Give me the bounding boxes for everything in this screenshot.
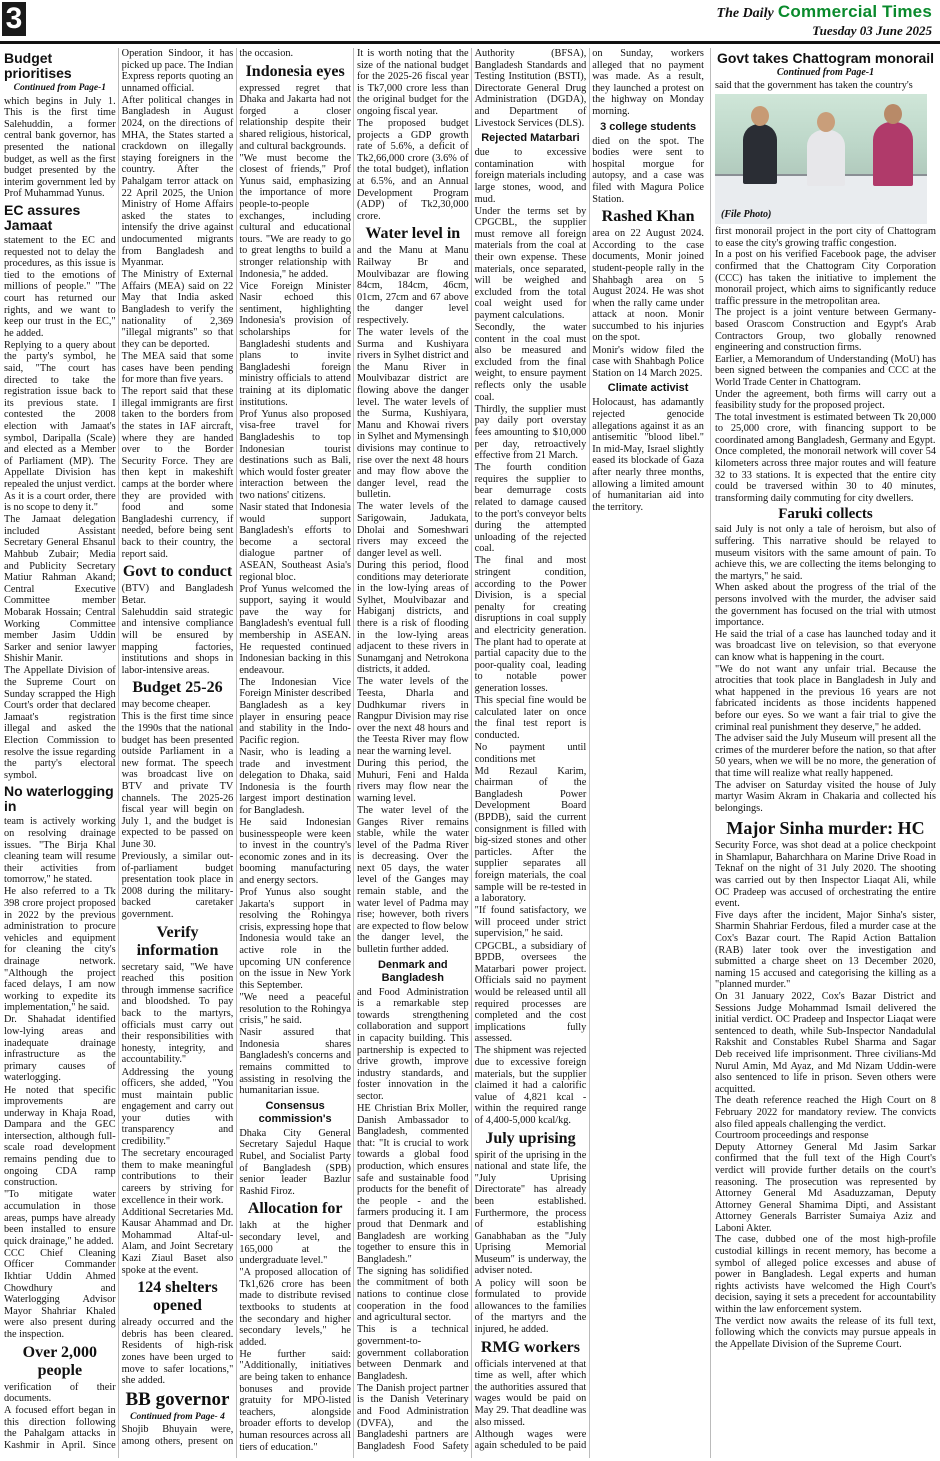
paragraph: (BTV) and Bangladesh Betar. — [121, 583, 234, 606]
paragraph: The final and most stringent condition, according to the Power Division, is a special penalty for creating disruptions in coal supply and electricity generation. The plant had to operate at partial capacity due to the poor-quality coal, leading to notable power generation losses. — [474, 555, 587, 694]
paragraph: Vice Foreign Minister Nasir echoed this sentiment, highlighting Indonesia's provision of scholarships for Bangladeshi students and plans to invite Bangladeshi foreign ministry officials to attend training at its diplomatic institutions. — [239, 280, 351, 408]
masthead-title — [717, 2, 932, 22]
paragraph: He said Indonesian businesspeople were keen to invest in the country's economic zones and in its booming manufacturing and energy sectors. — [239, 817, 351, 886]
paragraph: Nasir, who is leading a trade and investment delegation to Dhaka, said Indonesia is the fourth largest import destination for Bangladesh. — [239, 746, 351, 816]
paragraph: due to excessive contamination with foreign materials including large stones, wood, and mud. — [474, 147, 587, 205]
headline: BB governor — [125, 1388, 230, 1410]
page-number: 3 — [2, 2, 26, 36]
paragraph: Prof Yunus also sought Jakarta's support in resolving the Rohingya crisis, expressing hope that Indonesia would take an active role in the upcoming UN conference on the issue in New York this September. — [239, 887, 351, 991]
paragraph: Nasir stated that Indonesia would support Bangladesh's efforts to become a sectoral dialogue partner of ASEAN, Southeast Asia's regional bloc. — [239, 501, 351, 583]
paragraph: first monorail project in the port city of Chattogram to ease the city's growing traffic congestion. — [715, 226, 936, 249]
paragraph: During this period, the Muhuri, Feni and Halda rivers may flow near the warning level. — [356, 758, 469, 804]
paragraph: died on the spot. The bodies were sent to hospital morgue for autopsy, and a case was filed with Magura Police Station. — [592, 135, 704, 205]
paragraph: He said the trial of a case has launched today and it was broadcast live on television, so that everyone can know what is happening in the court. — [715, 628, 936, 663]
paragraph: secretary said, "We have reached this position through immense sacrifice and bloodshed. To pay back to the martyrs, officials must carry out their responsibilities with honesty, integrity, and accountability." — [121, 961, 234, 1066]
headline: July uprising — [485, 1129, 576, 1147]
paragraph: The total investment is estimated between Tk 20,000 to 25,000 crore, with financing support to be coordinated among Bangladesh, Germany and Egypt. — [715, 411, 936, 446]
paragraph: "To mitigate water accumulation in those areas, pumps have already been installed to ensure quick drainage," he added. — [4, 1189, 116, 1247]
paragraph: The report said that these illegal immigrants are first taken to the borders from the states in IAF aircraft, where they are handed over to the Border Security Force. They are then kept in makeshift camps at the border where they are provided with food and some Bangladeshi currency, if needed, before being sent back to their country, the report said. — [121, 386, 234, 560]
photo-person — [873, 122, 913, 186]
paragraph: On 31 January 2022, Cox's Bazar District and Sessions Judge Mohammad Ismail delivered the initial verdict. OC Pradeep and Inspector Liaqat were sentenced to death, while Sub-Inspector Nandadulal Rakshit and Constables Rubel Sharma and Sagar Deb received life imprisonment. Three civilians-Md Nurul Amin, Md Ayaz, and Md Nizam Uddin-were also sentenced to life in prison. Seven others were acquitted. — [715, 991, 936, 1095]
paragraph: The death reference reached the High Court on 8 February 2022 for mandatory review. The convicts also filed appeals challenging the verdict. — [715, 1095, 936, 1130]
paragraph: In a post on his verified Facebook page, the adviser confirmed that the Chattogram City Corporation (CCC) has taken the initiative to implement the monorail project, which aims to significantly reduce traffic pressure in the metropolitan area. — [715, 249, 936, 307]
article-no-waterlogging — [4, 784, 116, 1340]
continued-note: Continued from Page- 4 — [130, 1411, 225, 1422]
article-consensus-commission — [239, 1100, 351, 1198]
paragraph: No payment until conditions met — [474, 741, 587, 765]
paragraph: "A proposed allocation of Tk1,626 crore has been made to distribute revised textbooks to students at the secondary and higher secondary levels," he added. — [239, 1267, 351, 1348]
paragraph: He further said: "Additionally, initiatives are being taken to enhance bonuses and provide gratuity for MPO-listed teachers, alongside broader efforts to develop human resources across all tiers of education." — [239, 1348, 351, 1453]
headline: EC assures Jamaat — [4, 201, 81, 233]
paragraph: Nasir assured that Indonesia shares Bangladesh's concerns and remains committed to assisting in resolving the humanitarian issue. — [239, 1027, 351, 1097]
paragraph: may become cheaper. — [121, 699, 211, 711]
paragraph: The Danish project partner is the Danish Veterinary and Food Administration (DVFA), and the Bangladeshi partners are Bangladesh Food Safety Authority (BFSA), Bangladesh Standards and Testing Institution (BSTI), Directorate General Drug Administration (DGDA), and Department of Livestock Services (DLS). — [356, 48, 587, 1452]
paragraph: The Jamaat delegation included Assistant Secretary General Ehsanul Mahbub Zubair; Media and Publicity Secretary Matiur Rahman Akand; Central Executive Committee member Mobarak Hossain; Central Working Committee member Jasim Uddin Sarker and senior lawyer Shishir Manir. — [4, 514, 116, 665]
paragraph: The adviser on Saturday visited the house of July martyr Wasim Akram in Chakaria and collected his belongings. — [715, 779, 936, 814]
article-ec-assures — [4, 203, 116, 781]
headline: RMG workers — [480, 1338, 580, 1356]
paragraph: Replying to a query about the party's symbol, he said, "The court has directed to take the registration issue back to its previous state. I contested the 2008 election with Jamaat's symbol, Daripalla (Scale) and elected as a Member of Parliament (MP). The Appellate Division has repealed the unjust verdict. As it is a court order, there is no scope to deny it." — [4, 339, 116, 514]
paragraph: CCC Chief Cleaning Officer Commander Ikhtiar Uddin Ahmed Chowdhury and Waterlogging Advisor Mayor Shahriar Khaled were also present during the inspection. — [4, 1247, 116, 1340]
paragraph: Holocaust, has adamantly rejected genocide allegations against it as an antisemitic "blood libel." In mid-May, Israel slightly eased its blockade of Gaza after nearly three months, allowing a limited amount of humanitarian aid into the territory. — [592, 397, 704, 513]
headline: Faruki collects — [778, 506, 873, 523]
paragraph: This is a technical government-to-government collaboration between Denmark and Bangladesh. — [356, 1324, 469, 1382]
right-column — [710, 48, 936, 1458]
photo-person — [743, 124, 777, 184]
continued-note: Continued from Page-1 — [13, 83, 107, 93]
headline: Govt takes Chattogram monorail — [716, 50, 935, 66]
paragraph: He also referred to a Tk 398 crore project proposed in 2022 by the previous administration to procure vehicles and equipment for cleaning the city's drainage network. "Although the project faced delays, I am now working to expedite its implementation," he said. — [4, 886, 116, 1014]
paragraph: and Food Administration is a remarkable step towards strengthening collaboration and support in capacity building. This partnership is expected to drive growth, improve industry standards, and foster innovation in the sector. — [356, 986, 469, 1102]
headline: Verify information — [136, 923, 219, 959]
paragraph: Monir's widow filed the case with Shahbagh Police Station on 14 March 2025. — [592, 344, 704, 379]
paragraph: "We must become the closest of friends," Prof Yunus said, emphasizing the importance of more people-to-people exchanges, including cultural and educational tours. "We are ready to go to great lengths to build a stronger relationship with Indonesia," he added. — [239, 152, 351, 280]
paragraph: When asked about the progress of the trial of the persons involved with the murder, the adviser said the government has focused on the trial with utmost importance. — [715, 582, 936, 629]
paragraph: A policy will soon be formulated to provide allowances to the families of the martyrs and the injured, he added. — [474, 1277, 587, 1335]
paragraph: spirit of the uprising in the national and state life, the "July Uprising Directorate" has already been established. Furthermore, the process of establishing Ganabhaban as the "July Uprising Memorial Museum" is underway, the adviser noted. — [474, 1149, 587, 1277]
paragraph: The signing has solidified the commitment of both nations to continue close cooperation in the food and agricultural sector. — [356, 1265, 469, 1324]
masthead — [717, 2, 932, 39]
headline: Denmark and Bangladesh — [377, 958, 448, 984]
paragraph: lakh at the higher secondary level, and 165,000 at the undergraduate level." — [239, 1220, 351, 1267]
paragraph: Salehuddin said strategic and intensive compliance will be ensured by mapping factories, institutions and shops in labor-intensive areas. — [121, 606, 234, 676]
continued-note: Continued from Page-1 — [776, 67, 875, 78]
paragraph: Security Force, was shot dead at a police checkpoint in Shamlapur, Baharchhara on Marine Drive Road in Teknaf on the night of 31 July 2020. The shooting was carried out by then Inspector Liaqat Ali, while OC Pradeep was accused of orchestrating the entire event. — [715, 840, 936, 910]
headline: No waterlogging in — [4, 783, 114, 815]
news-columns — [4, 48, 704, 1458]
article-major-sinha — [715, 818, 936, 1350]
article-budget-25-26 — [122, 679, 234, 920]
article-govt-to-conduct — [122, 563, 234, 676]
paragraph: Once completed, the monorail network will cover 54 kilometers across three major routes and will feature 32 to 33 stations. It is expected that the entire city could be traversed within 30 to 40 minutes, transforming daily commuting for city dwellers. — [715, 446, 936, 504]
paragraph: Under the terms set by CPGCBL, the supplier must remove all foreign materials from the coal at their own expense. These materials, once separated, will be weighed and excluded from the total coal weight used for payment calculations. — [474, 205, 587, 321]
article-rashed-khan — [592, 208, 704, 379]
paragraph: This is the first time since the 1990s that the national budget has been presented outside Parliament in a new format. The speech was broadcast live on BTV and private TV channels. The 2025-26 fiscal year will begin on July 1, and the budget is expected to be passed on June 30. — [121, 711, 234, 850]
paragraph: A focused effort began in this direction following the Pahalgam attacks in Kashmir in April. Since Operation Sindoor, it has picked up pace. The Indian Express reports quoting an unnamed official. — [4, 48, 234, 1452]
headline: Consensus commission's — [258, 1099, 332, 1125]
paragraph: The water levels of the Surma and Kushiyara rivers in Sylhet district and the Manu River in Moulvibazar district are flowing above the danger level. The water levels of the Surma, Kushiyara, Manu and Khowai rivers in Sylhet and Mymensingh divisions may continue to rise over the next 48 hours and may flow above the danger level, read the bulletin. — [356, 327, 469, 501]
headline: Rejected Matarbari — [481, 132, 580, 145]
headline: Govt to conduct — [122, 563, 233, 581]
headline: Water level in — [365, 225, 461, 243]
article-water-level — [357, 225, 469, 955]
headline: Rashed Khan — [601, 208, 695, 226]
paragraph: said July is not only a tale of heroism, but also of suffering. This narrative should be relayed to museum visitors with the same amount of pain. To achieve this, we are collecting the items belonging to the martyrs," he said. — [715, 524, 936, 582]
paragraph: The water levels of the Sarigowain, Jadukata, Dholai and Someshwari rivers may exceed the danger level as well. — [356, 501, 469, 559]
paragraph: The water levels of the Teesta, Dharla and Dudhkumar rivers in Rangpur Division may rise over the next 48 hours and the Teesta River may flow near the warning level. — [356, 676, 469, 757]
article-124-shelters — [122, 1279, 234, 1387]
article-chattogram-monorail — [715, 50, 936, 504]
headline: Allocation for — [247, 1200, 343, 1218]
paragraph: It is worth noting that the size of the national budget for the 2025-26 fiscal year is Tk7,000 crore less than the original budget for the ongoing fiscal year. — [356, 48, 469, 117]
paragraph: officials intervened at that time as well, after which the authorities assured that wages would be paid on May 29. That deadline was also missed. — [474, 1358, 587, 1428]
masthead-name: Commercial Times — [777, 2, 932, 21]
headline: Major Sinha murder: HC — [726, 818, 925, 839]
page-content — [4, 48, 936, 1458]
article-indonesia-eyes — [239, 63, 351, 1097]
paragraph: This special fine would be calculated later on once the final test report is conducted. — [474, 695, 587, 741]
paragraph: already occurred and the debris has been cleared. Residents of high-risk zones have been urged to move to safer locations," she added. — [121, 1317, 234, 1387]
paragraph: The Ministry of External Affairs (MEA) said on 22 May that India asked Bangladesh to verify the nationality of 2,369 "illegal migrants" so that they can be deported. — [121, 269, 234, 350]
article-july-uprising — [475, 1130, 587, 1336]
masthead-daily: The Daily — [716, 6, 774, 21]
paragraph: Prof Yunus also proposed visa-free travel for Bangladeshis to top Indonesian tourist destinations such as Bali, which would foster greater interaction between the two nations' citizens. — [239, 408, 351, 501]
headline: Indonesia eyes — [245, 62, 345, 80]
paragraph: The Appellate Division of the Supreme Court on Sunday scrapped the High Court's order that declared Jamaat's registration illegal and asked the Election Commission to resolve the issue regarding the party's electoral symbol. — [4, 665, 116, 781]
article-budget-prioritises — [4, 51, 116, 200]
paragraph: "We do not want any unfair trial. Because the atrocities that took place in Bangladesh in July and what happened in the previous 16 years are not fabricated incidents as those incidents happened before our eyes. So we want a fair trial to give the criminal real punishment they deserve," he added. — [715, 663, 936, 733]
headline: Climate activist — [607, 382, 689, 395]
paragraph: Md Rezaul Karim, chairman of the Bangladesh Power Development Board (BPDB), said the current consignment is filled with big-sized stones and other particles. After the supplier separates all foreign materials, the coal sample will be re-tested in a laboratory. — [474, 765, 587, 905]
headline: 3 college students — [600, 120, 697, 133]
headline: Over 2,000 people — [22, 1343, 97, 1379]
paragraph: Additional Secretaries Md. Kausar Ahammad and Dr. Mohammad Altaf-ul-Alam, and Joint Secretary Kazi Ziaul Baset also spoke at the event. — [121, 1206, 234, 1276]
headline: Budget prioritises — [4, 50, 72, 81]
paragraph: and the Manu at Manu Railway Br and Moulvibazar are flowing 84cm, 184cm, 46cm, 01cm, 27cm and 67 above the danger level respectively. — [356, 245, 469, 326]
paragraph: Dr. Shahadat identified low-lying areas and inadequate drainage infrastructure as the primary causes of waterlogging. — [4, 1014, 116, 1084]
paragraph: Previously, a similar out-of-parliament budget presentation took place in 2008 during the military-backed caretaker government. — [121, 851, 234, 921]
paragraph: Dhaka City General Secretary Sajedul Haque Rubel, and Socialist Party of Bangladesh (SPB) senior leader Bazlur Rashid Firoz. — [239, 1127, 351, 1197]
paragraph: "If found satisfactory, we will proceed under strict supervision," he said. — [474, 905, 587, 940]
paragraph: Prof Yunus welcomed the support, saying it would pave the way for Bangladesh's eventual full membership in ASEAN. He requested continued Indonesian backing in this endeavour. — [239, 583, 351, 676]
photo-caption: (File Photo) — [721, 208, 772, 220]
paragraph: Deputy Attorney General Md Jasim Sarkar confirmed that the full text of the High Court's verdict will provide further details on the court's reasoning. The prosecution was represented by Attorney General Md Asaduzzaman, Deputy Attorney General Shamima Dipti, and Assistant Attorney Generals Barrister Sumaiya Aziz and Laboni Akter. — [715, 1141, 936, 1234]
paragraph: He noted that specific improvements are underway in Khaja Road, Dampara and the GEC intersection, although full-scale road development remains pending due to ongoing CDA ramp construction. — [4, 1084, 116, 1189]
paragraph: The MEA said that some cases have been pending for more than five years. — [121, 350, 234, 386]
news-photo — [715, 94, 927, 224]
paragraph: Five days after the incident, Major Sinha's sister, Sharmin Shahriar Ferdous, filed a murder case at the Cox's Bazar court. The Rapid Action Battalion (RAB) later took over the investigation and submitted a charge sheet on 13 December 2020, naming 15 accused and categorising the killing as a "planned murder." — [715, 909, 936, 991]
article-climate-activist — [592, 382, 704, 513]
paragraph: The verdict now awaits the release of its full text, following which the convicts may pursue appeals in the Appellate Division of the Supreme Court. — [715, 1315, 936, 1350]
paragraph: expressed regret that Dhaka and Jakarta had not forged a closer relationship despite their shared religious, historical, and cultural backgrounds. — [239, 82, 351, 152]
paragraph: During this period, flood conditions may deteriorate in the low-lying areas of Sylhet, Moulvibazar and Habiganj districts, and there is a risk of flooding in the low-lying areas adjacent to these rivers in Sunamganj and Netrokona districts, it added. — [356, 559, 469, 676]
paragraph: Shojib Bhuyain were, among others, present on the occasion. — [121, 48, 294, 1447]
article-faruki-collects — [715, 506, 936, 814]
paragraph: Earlier, a Memorandum of Understanding (MoU) has been signed between the companies and CCC at the World Trade Center in Chattogram. — [715, 353, 936, 388]
paragraph: The proposed budget projects a GDP growth rate of 5.6%, a deficit of Tk2,66,000 crore (3.6% of the total budget), inflation at 6.5%, and an Annual Development Program (ADP) of Tk2,30,000 crore. — [356, 118, 469, 222]
paragraph: Under the agreement, both firms will carry out a feasibility study for the proposed project. — [715, 388, 936, 412]
paragraph: Secondly, the water content in the coal must also be measured and excluded from the final weight, to ensure payment reflects only the usable coal. — [474, 322, 587, 403]
paragraph: The secretary encouraged them to make meaningful contributions to their careers by striving for excellence in their work. — [121, 1148, 234, 1206]
paragraph: CPGCBL, a subsidiary of BPDB, oversees the Matarbari power project. Officials said no payment would be released until all required processes are completed and the cost implications fully assessed. — [474, 940, 587, 1045]
paragraph: The project is a joint venture between Germany-based Orascom Construction and Egypt's Arab Contractors Group, two globally renowned engineering and construction firms. — [715, 307, 936, 354]
paragraph: which begins in July 1. This is the first time Salehuddin, a former central bank governor, has presented the national budget, as well as the first budget presented by the interim government led by Prof Muhammad Yunus. — [4, 95, 116, 200]
paragraph: The adviser said the July Museum will present all the crimes of the murderer before the nation, so that after 50 years, when we will be no more, the generation of that time will realize what really happened. — [715, 733, 936, 779]
paragraph: The shipment was rejected due to excessive foreign materials, but the supplier claimed it had a calorific value of 4,821 kcal - within the required range of 4,400-5,000 kcal/kg. — [474, 1045, 587, 1126]
paragraph: Addressing the young officers, she added, "You must maintain public engagement and carry out your duties with transparency and credibility." — [121, 1066, 234, 1148]
paragraph: Although wages were again scheduled to be paid on Sunday, workers alleged that no payment was made. As a result, they launched a protest on the highway on Monday morning. — [474, 48, 704, 1452]
paragraph: After political changes in Bangladesh in August 2024, on the directions of MHA, the States started a crackdown on illegally staying foreigners in the country. After the Pahalgam terror attack on 22 April 2025, the Union Ministry of Home Affairs asked the states to intensify the drive against undocumented migrants from Bangladesh and Myanmar. — [121, 94, 234, 269]
masthead-rule — [0, 41, 940, 44]
photo-person — [807, 130, 845, 186]
headline: 124 shelters opened — [137, 1279, 218, 1315]
article-3-college-students — [592, 121, 704, 206]
paragraph: The water level of the Ganges River remains stable, while the water level of the Padma River is decreasing. Over the next 05 days, the water level of the Ganges may remain stable, and the water level of Padma may rise; however, both rivers are expected to flow below the danger level, the bulletin further added. — [356, 804, 469, 956]
paragraph: said that the government has taken the country's — [715, 79, 913, 91]
paragraph: area on 22 August 2024. According to the case documents, Monir joined student-people rally in the Shahbagh area on 5 August 2024. He was shot when the rally came under attack at noon. Monir succumbed to his injuries on the spot. — [592, 228, 704, 344]
paragraph: HE Christian Brix Moller, Danish Ambassador to Bangladesh, commented that: "It is crucial to work towards a global food production, which ensures safe and sustainable food products for the benefit of the people - and the farmers producing it. I am proud that Denmark and Bangladesh are working together to ensure this in Bangladesh." — [356, 1103, 469, 1265]
paragraph: team is actively working on resolving drainage issues. "The Birja Khal cleaning team will resume their activities from tomorrow," he stated. — [4, 816, 116, 886]
paragraph: Thirdly, the supplier must pay daily port overstay fees amounting to $10,000 per day, retroactively effective from 21 March. — [474, 403, 587, 462]
paragraph: The fourth condition requires the supplier to bear demurrage costs related to damage caused to the port's conveyor belts during the attempted unloading of the rejected coal. — [474, 462, 587, 555]
article-verify-information — [122, 924, 234, 1277]
paragraph: The case, dubbed one of the most high-profile custodial killings in recent memory, has become a symbol of alleged police excesses and abuse of power in Bangladesh. Legal experts and human rights activists have welcomed the High Court's decision, saying it sets a precedent for accountability within the law enforcement system. — [715, 1234, 936, 1316]
paragraph: statement to the EC and requested not to delay the procedures, as this issue is tied to the emotions of millions of people." "The court has returned our rights, and we want to keep our trust in the EC," he added. — [4, 234, 116, 339]
masthead-date: Tuesday 03 June 2025 — [812, 23, 932, 38]
headline: Budget 25-26 — [132, 679, 223, 697]
article-rejected-matarbari — [475, 132, 587, 1126]
paragraph: verification of their documents. — [4, 1381, 116, 1405]
paragraph: The Indonesian Vice Foreign Minister described Bangladesh as a key player in ensuring peace and stability in the Indo-Pacific region. — [239, 676, 351, 746]
paragraph: "We need a peaceful resolution to the Rohingya crisis," he said. — [239, 991, 351, 1027]
paragraph: Courtroom proceedings and response — [715, 1130, 869, 1142]
